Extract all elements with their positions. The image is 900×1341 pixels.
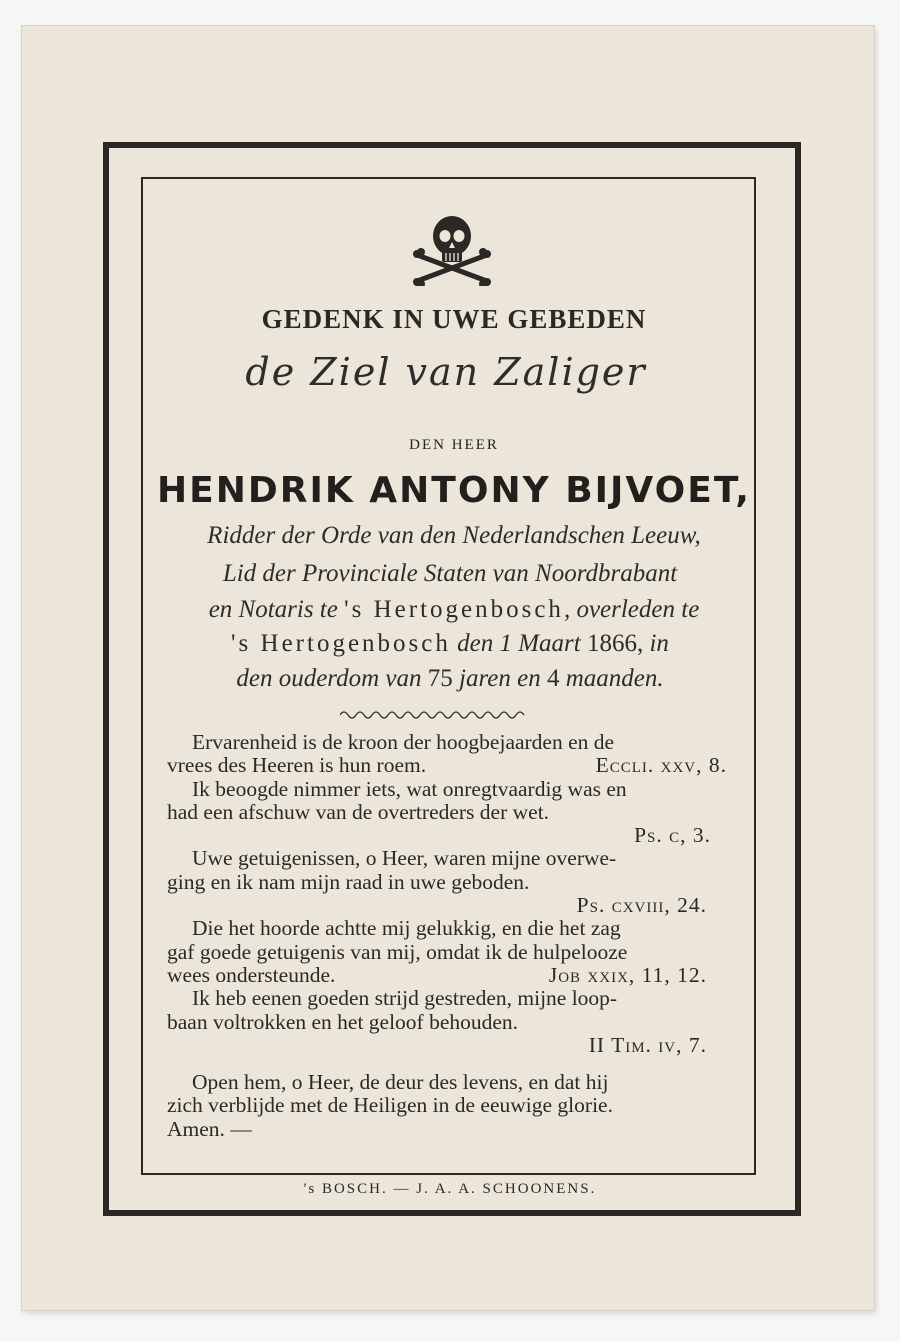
verse-line: Die het hoorde achtte mij gelukkig, en die het zag <box>192 916 621 941</box>
city-name: 's Hertogenbosch <box>231 630 451 657</box>
title-line-3-c: , overleden te <box>563 596 700 623</box>
verse-line <box>167 964 733 987</box>
verse-line: Ervarenheid is de kroon der hoogbejaarden en de <box>192 730 615 754</box>
verse-reference: Ps. c, 3. <box>634 823 711 848</box>
death-year: 1866, <box>580 630 644 657</box>
city-name: 's Hertogenbosch <box>344 596 564 623</box>
verse-line: gaf goede getuigenis van mij, omdat ik de hulpelooze <box>167 939 628 964</box>
title-line-4-d: in <box>643 630 669 657</box>
title-line-5 <box>0 665 900 693</box>
skull-crossbones-icon <box>412 212 492 286</box>
age-label: den ouderdom van <box>236 665 422 692</box>
title-line-3 <box>4 596 900 624</box>
closing-prayer <box>167 1071 733 1141</box>
verse-reference: II Tim. iv, 7. <box>588 1032 707 1057</box>
age-years: 75 <box>421 665 453 692</box>
age-years-label: jaren en <box>452 665 541 692</box>
age-months-label: maanden. <box>559 665 664 692</box>
verse-reference: Eccli. xxv, 8. <box>595 753 727 778</box>
verse-line: had een afschuw van de overtreders der wet. <box>167 799 550 824</box>
verse-line: baan voltrokken en het geloof behouden. <box>167 1009 519 1034</box>
verse-line: Ik heb eenen goeden strijd gestreden, mijne loop- <box>192 986 618 1011</box>
script-line: de Ziel van Zaliger <box>245 350 647 394</box>
deceased-name: HENDRIK ANTONY BIJVOET, <box>157 470 751 511</box>
title-line-1: Ridder der Orde van den Nederlandschen Leeuw, <box>207 522 701 549</box>
verse-text: wees ondersteunde. <box>167 962 336 987</box>
prayer-line: zich verblijde met de Heiligen in de eeuwige glorie. <box>167 1093 613 1118</box>
verse-text: vrees des Heeren is hun roem. <box>167 753 427 778</box>
age-months: 4 <box>540 665 560 692</box>
scripture-verses <box>167 731 733 1057</box>
verse-line: ging en ik nam mijn raad in uwe geboden. <box>167 869 530 894</box>
verse-line: Uwe getuigenissen, o Heer, waren mijne overwe- <box>192 846 617 871</box>
title-line-4 <box>0 630 900 658</box>
verse-line: Ik beoogde nimmer iets, wat onregtvaardig was en <box>192 776 627 801</box>
death-date: den 1 Maart <box>450 630 581 657</box>
prayer-line: Open hem, o Heer, de deur des levens, en dat hij <box>192 1070 609 1094</box>
verse-reference: Job xxix, 11, 12. <box>548 962 707 987</box>
prayer-line: Amen. — <box>167 1116 252 1141</box>
printer-imprint: 's BOSCH. — J. A. A. SCHOONENS. <box>303 1181 597 1197</box>
verse-reference: Ps. cxviii, 24. <box>576 893 707 918</box>
den-heer-label: DEN HEER <box>409 437 499 453</box>
verse-line <box>167 754 733 777</box>
title-line-2: Lid der Provinciale Staten van Noordbrabant <box>222 560 678 587</box>
title-line-3-a: en Notaris te <box>208 596 338 623</box>
wavy-divider <box>340 707 528 719</box>
heading: GEDENK IN UWE GEBEDEN <box>261 304 647 334</box>
